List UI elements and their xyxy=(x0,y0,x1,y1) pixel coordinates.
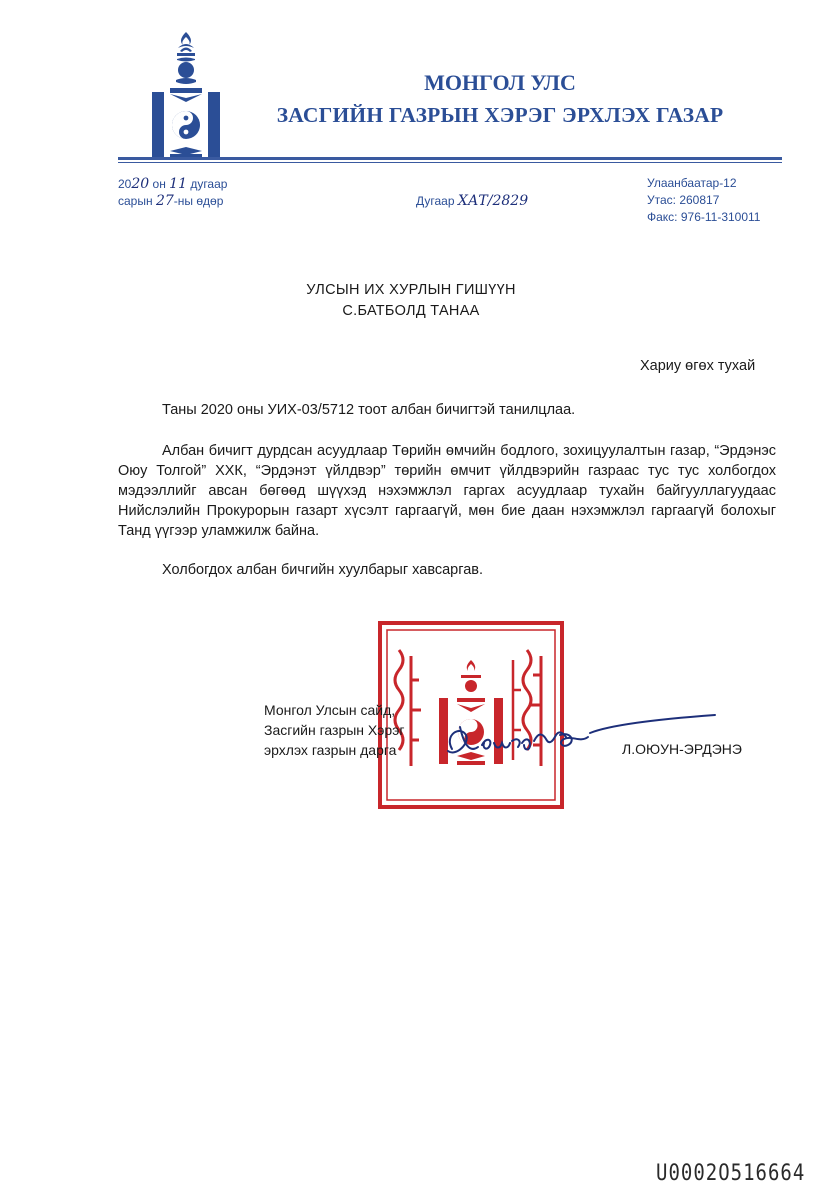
signer-title-line3: эрхлэх газрын дарга xyxy=(264,742,397,758)
address-city: Улаанбаатар-12 xyxy=(647,176,737,190)
date-line-day xyxy=(118,193,223,209)
reference-number xyxy=(416,193,528,209)
address-phone: Утас: 260817 xyxy=(647,193,720,207)
date-year-hand: 20 xyxy=(131,176,150,192)
body-paragraph-3: Холбогдох албан бичгийн хуулбарыг хавсаргав. xyxy=(162,562,484,578)
signer-title-line2: Засгийн газрын Хэрэг xyxy=(264,722,405,738)
date-year-suffix: он xyxy=(149,177,170,191)
recipient-line2: С.БАТБОЛД ТАНАА xyxy=(342,303,480,319)
address-fax: Факс: 976-11-310011 xyxy=(647,210,761,224)
signer-title xyxy=(264,700,404,760)
header-country: МОНГОЛ УЛС xyxy=(424,70,576,95)
address-block xyxy=(647,175,760,226)
date-line-year-month xyxy=(118,176,227,192)
reference-hand-value: ХАТ/2829 xyxy=(457,193,529,209)
body-paragraph-1: Таны 2020 оны УИХ-03/5712 тоот албан бичигтэй танилцлаа. xyxy=(162,402,576,418)
signer-title-line1: Монгол Улсын сайд, xyxy=(264,702,396,718)
header-agency: ЗАСГИЙН ГАЗРЫН ХЭРЭГ ЭРХЛЭХ ГАЗАР xyxy=(276,103,724,127)
subject-line: Хариу өгөх тухай xyxy=(640,358,756,374)
date-year-prefix: 20 xyxy=(118,177,132,191)
body-paragraph-2: Албан бичигт дурдсан асуудлаар Төрийн өмчийн бодлого, зохицуулалтын газар, “Эрдэнэс Оюу Толгой” ХХК, “Эрдэнэт үйлдвэр” төрийн өмчит үйлдвэрийн газраас тус тус холбогдох мэдээллийг авсан бөгөөд шүүхэд нэхэмжлэл гаргах асуудлаар тухайн байгууллагуудаас Нийслэлийн Прокурорын газарт хүсэлт гаргаагүй, мөн бие даан нэхэмжлэл гаргаагүй болохыг Танд үүгээр уламжилж байна. xyxy=(118,443,776,539)
soyombo-emblem-logo xyxy=(150,30,222,160)
signer-name: Л.ОЮУН-ЭРДЭНЭ xyxy=(622,741,742,757)
header-rule-thin xyxy=(118,162,782,163)
date-day-prefix: сарын xyxy=(118,194,156,208)
recipient-block xyxy=(0,280,822,322)
date-day-suffix: -ны өдөр xyxy=(173,194,224,208)
date-day-hand: 27 xyxy=(155,193,174,209)
document-serial-number: U0002O516664 xyxy=(656,1160,806,1186)
header-rule-thick xyxy=(118,157,782,160)
date-month-hand: 11 xyxy=(169,176,187,192)
reference-label: Дугаар xyxy=(416,194,458,208)
recipient-line1: УЛСЫН ИХ ХУРЛЫН ГИШҮҮН xyxy=(306,282,516,298)
date-month-suffix: дугаар xyxy=(186,177,228,191)
